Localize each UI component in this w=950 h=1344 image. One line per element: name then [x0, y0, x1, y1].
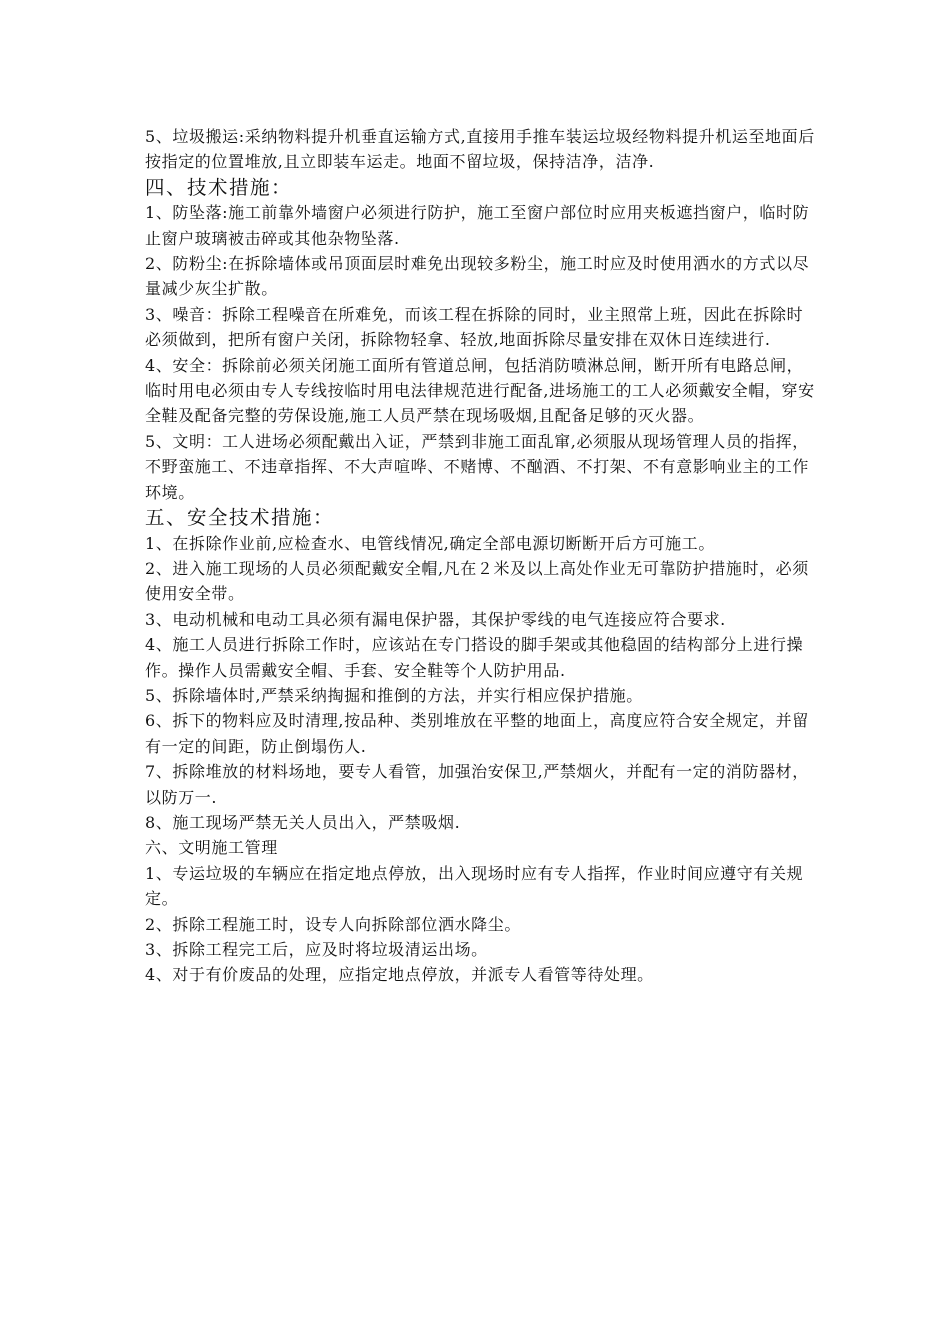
list-item: 2、进入施工现场的人员必须配戴安全帽,凡在２米及以上高处作业无可靠防护措施时，必须使用安全带。 — [145, 558, 809, 604]
list-item: 1、在拆除作业前,应检查水、电管线情况,确定全部电源切断断开后方可施工。 — [145, 533, 715, 553]
list-item: 5、拆除墙体时,严禁采纳掏掘和推倒的方法，并实行相应保护措施。 — [145, 685, 643, 705]
list-item: 1、专运垃圾的车辆应在指定地点停放，出入现场时应有专人指挥，作业时间应遵守有关规定。 — [145, 863, 804, 909]
section-heading-safety-measures: 五、安全技术措施： — [145, 506, 335, 530]
list-item: 1、防坠落:施工前靠外墙窗户必须进行防护，施工至窗户部位时应用夹板遮挡窗户，临时防止窗户玻璃被击碎或其他杂物坠落. — [145, 203, 810, 248]
list-item: 3、电动机械和电动工具必须有漏电保护器，其保护零线的电气连接应符合要求. — [145, 609, 726, 629]
list-item: 6、拆下的物料应及时清理,按品种、类别堆放在平整的地面上，高度应符合安全规定，并留有一定的间距，防止倒塌伤人. — [145, 711, 809, 756]
section-heading-technical-measures: 四、技术措施： — [145, 175, 293, 199]
list-item: 5、文明：工人进场必须配戴出入证，严禁到非施工面乱窜,必须服从现场管理人员的指挥，不野蛮施工、不违章指挥、不大声喧哗、不赌博、不酗酒、不打架、不有意影响业主的工作环境。 — [145, 431, 810, 502]
list-item: 2、防粉尘:在拆除墙体或吊顶面层时难免出现较多粉尘，施工时应及时使用洒水的方式以尽量减少灰尘扩散。 — [145, 254, 810, 299]
list-item: 8、施工现场严禁无关人员出入，严禁吸烟. — [145, 812, 461, 832]
list-item: 7、拆除堆放的材料场地，要专人看管，加强治安保卫,严禁烟火，并配有一定的消防器材，以防万一. — [145, 762, 809, 807]
list-item: 4、安全：拆除前必须关闭施工面所有管道总闸，包括消防喷淋总闸，断开所有电路总闸，临时用电必须由专人专线按临时用电法律规范进行配备,进场施工的工人必须戴安全帽，穿安全鞋及配备完整的劳保设施,施工人员严禁在现场吸烟,且配备足够的灭火器。 — [145, 355, 815, 426]
list-item: 4、施工人员进行拆除工作时，应该站在专门搭设的脚手架或其他稳固的结构部分上进行操作。操作人员需戴安全帽、手套、安全鞋等个人防护用品. — [145, 635, 804, 680]
list-item: 2、拆除工程施工时，设专人向拆除部位洒水降尘。 — [145, 914, 521, 934]
list-item: 3、拆除工程完工后，应及时将垃圾清运出场。 — [145, 940, 488, 959]
section-heading-civilized-construction: 六、文明施工管理 — [145, 838, 278, 858]
list-item: 4、对于有价废品的处理，应指定地点停放，并派专人看管等待处理。 — [145, 965, 654, 985]
document-page — [145, 124, 815, 988]
paragraph-garbage-transport: 5、垃圾搬运:采纳物料提升机垂直运输方式,直接用手推车装运垃圾经物料提升机运至地面后按指定的位置堆放,且立即装车运走。地面不留垃圾，保持洁净，洁净. — [145, 127, 815, 172]
list-item: 3、噪音：拆除工程噪音在所难免，而该工程在拆除的同时，业主照常上班，因此在拆除时必须做到，把所有窗户关闭，拆除物轻拿、轻放,地面拆除尽量安排在双休日连续进行. — [145, 304, 804, 350]
